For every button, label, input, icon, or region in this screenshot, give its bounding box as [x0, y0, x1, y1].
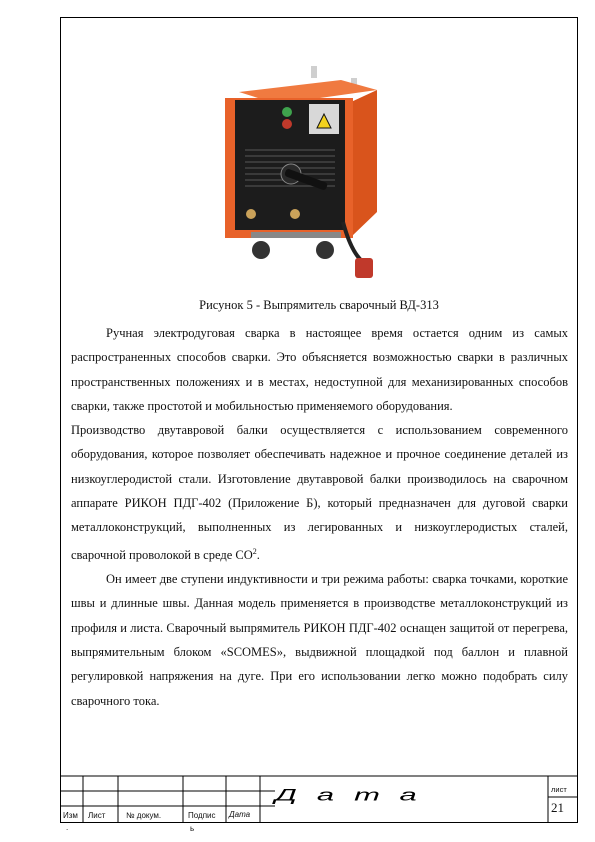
sheet-number: 21: [551, 800, 564, 815]
stamp-date: Дата: [229, 810, 251, 819]
figure-caption: Рисунок 5 - Выпрямитель сварочный ВД-313: [199, 298, 439, 312]
sheet-label: лист: [551, 785, 567, 794]
stamp-large-date: Дата: [275, 785, 437, 805]
stamp-sign: Подпис: [188, 811, 216, 820]
paragraph-3: Он имеет две ступени индуктивности и три режима работы: сварка точками, короткие швы и длинные швы. Данная модель применяется в производстве металлоконструкций из профиля и листа. Сварочный выпрямитель РИКОН ПДГ-402 оснащен защитой от перегрева, выпрямительным блоком «SCOMES», выдвижной площадкой под баллон и плавной регулировкой напряжения на дуге. При его использовании легко можно подобрать силу сварочного тока.: [71, 572, 568, 708]
stamp-izm: Изм: [63, 811, 78, 820]
paragraph-2-text: Производство двутавровой балки осуществляется с использованием современного оборудования, которое позволяет обеспечивать надежное и прочное соединение деталей из низкоуглеродистой стали. Изготовление двутавровой балки производилось на сварочном аппарате РИКОН ПДГ-402 (Приложение Б), который предназначен для дуговой сварки металлоконструкций, выполненных из легированных и низкоуглеродистых сталей, сварочной проволокой в среде CO: [71, 423, 568, 562]
paragraph-1: Ручная электродуговая сварка в настоящее время остается одним из самых распространенных способов сварки. Это объясняется возможностью сварки в различных пространственных положениях и в местах, недоступной для механизированных способов сварки, также простотой и мобильностью применяемого оборудования.: [71, 326, 568, 413]
stamp-sign-tail: ь: [190, 824, 195, 833]
stamp-list: Лист: [88, 811, 106, 820]
stamp-doc: № докум.: [126, 811, 162, 820]
paragraph-2-end: .: [256, 547, 260, 562]
stamp-izm-tail: .: [66, 823, 69, 832]
co2-subscript: 2: [252, 546, 257, 556]
